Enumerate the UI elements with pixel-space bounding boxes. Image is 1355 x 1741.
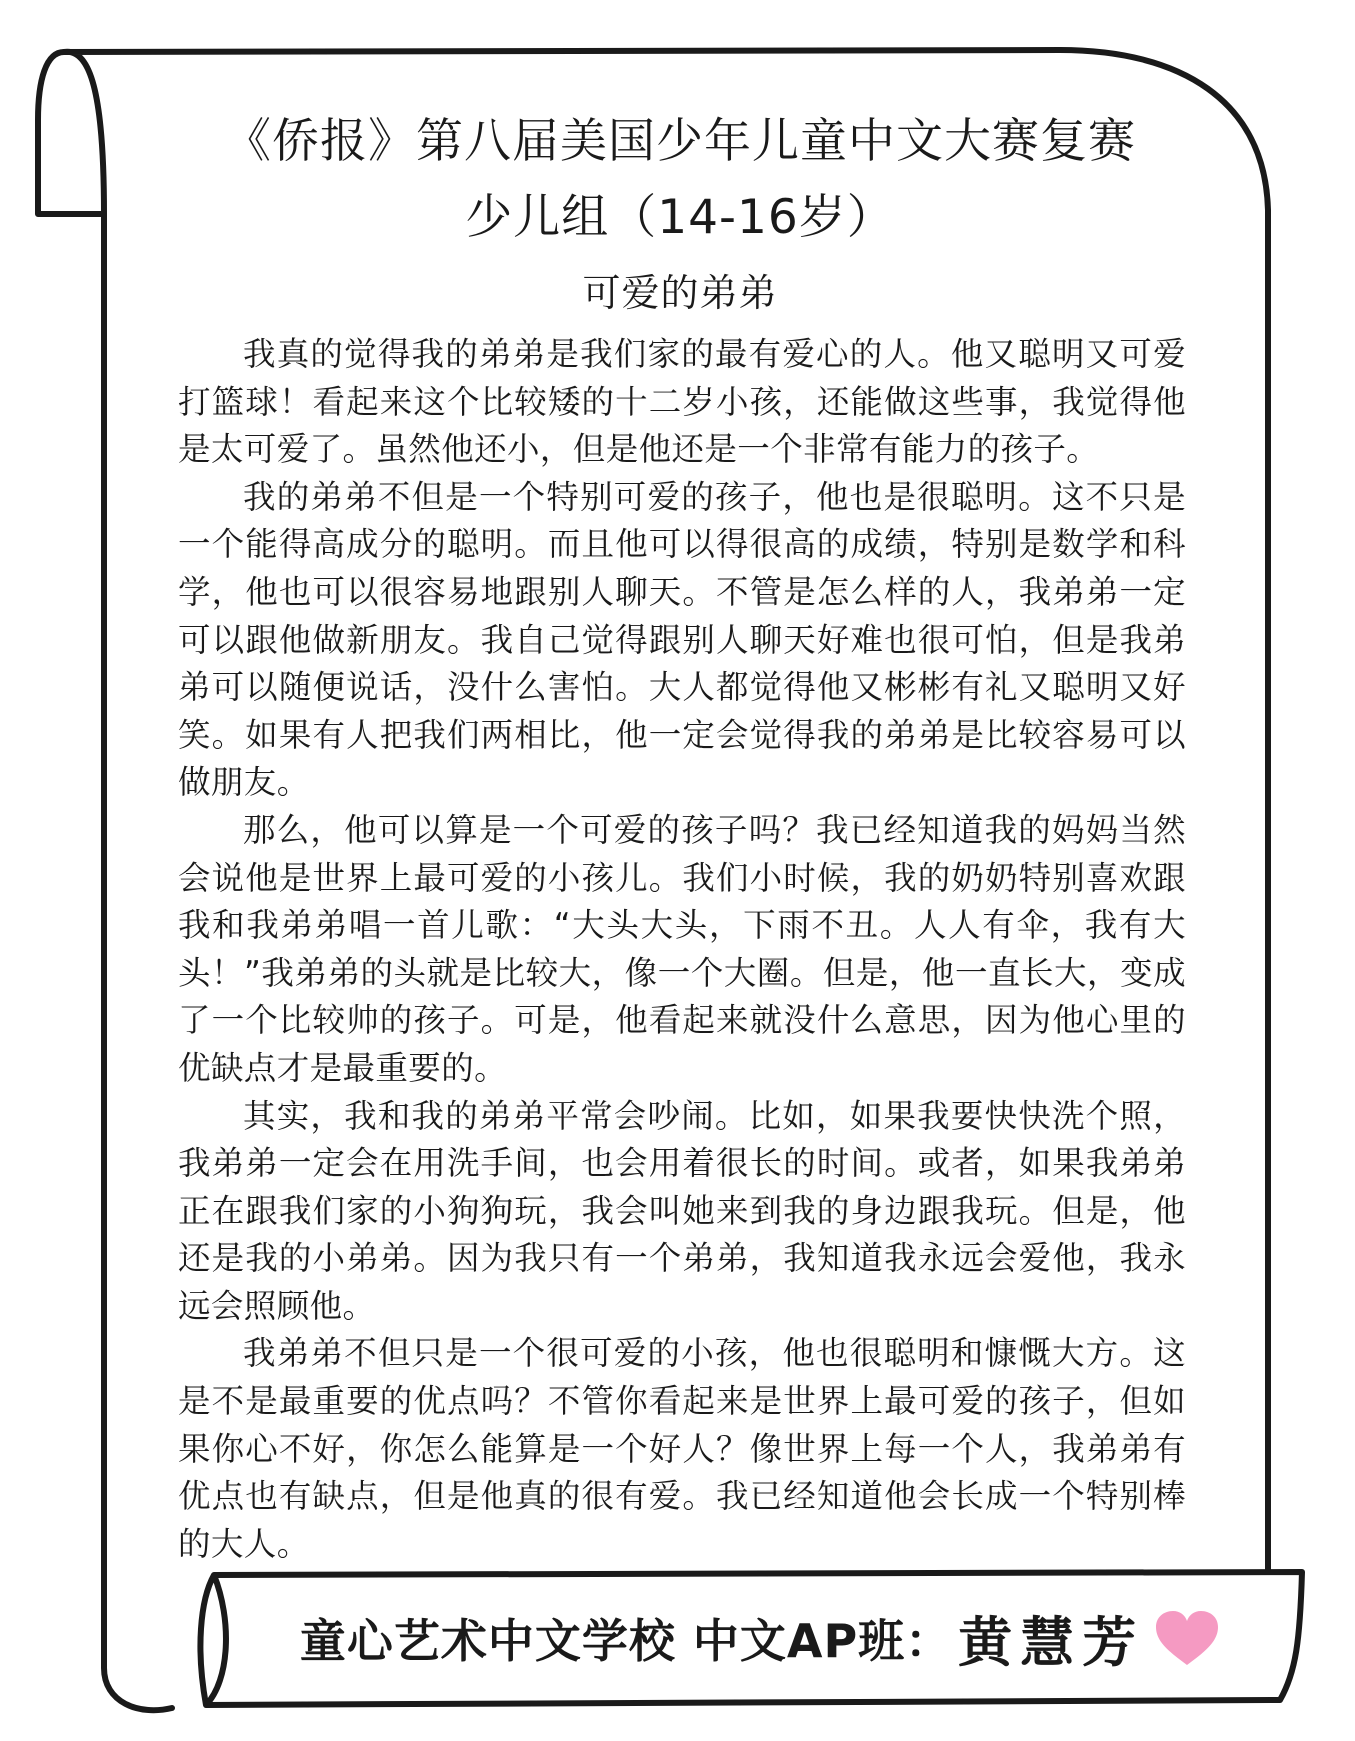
heart-icon: [1154, 1609, 1220, 1667]
essay-paragraph: 其实，我和我的弟弟平常会吵闹。比如，如果我要快快洗个照，我弟弟一定会在用洗手间，也会用着很长的时间。或者，如果我弟弟正在跟我们家的小狗狗玩，我会叫她来到我的身边跟我玩。但是，他还是我的小弟弟。因为我只有一个弟弟，我知道我永远会爱他，我永远会照顾他。: [178, 1096, 1186, 1325]
author-name: 黄慧芳: [958, 1609, 1145, 1674]
essay-paragraph: 那么，他可以算是一个可爱的孩子吗？我已经知道我的妈妈当然会说他是世界上最可爱的小孩儿。我们小时候，我的奶奶特别喜欢跟我和我弟弟唱一首儿歌：“大头大头，下雨不丑。人人有伞，我有大头！”我弟弟的头就是比较大，像一个大圈。但是，他一直长大，变成了一个比较帅的孩子。可是，他看起来就没什么意思，因为他心里的优缺点才是最重要的。: [178, 810, 1186, 1087]
essay-body: [178, 331, 1186, 1568]
essay-paragraph: 我真的觉得我的弟弟是我们家的最有爱心的人。他又聪明又可爱打篮球！看起来这个比较矮的十二岁小孩，还能做这些事，我觉得他是太可爱了。虽然他还小，但是他还是一个非常有能力的孩子。: [178, 335, 1186, 469]
school-name: 童心艺术中文学校 中文AP班：: [299, 1614, 953, 1668]
essay-title: 可爱的弟弟: [582, 271, 778, 315]
page-subtitle: 少儿组（14-16岁）: [465, 190, 895, 245]
footer: [240, 1602, 1280, 1674]
essay-paragraph: 我弟弟不但只是一个很可爱的小孩，他也很聪明和慷慨大方。这是不是最重要的优点吗？不管你看起来是世界上最可爱的孩子，但如果你心不好，你怎么能算是一个好人？像世界上每一个人，我弟弟有优点也有缺点，但是他真的很有爱。我已经知道他会长成一个特别棒的大人。: [178, 1334, 1186, 1563]
scroll-top-curl: [38, 52, 104, 214]
essay-paragraph: 我的弟弟不但是一个特别可爱的孩子，他也是很聪明。这不只是一个能得高成分的聪明。而且他可以得很高的成绩，特别是数学和科学，他也可以很容易地跟别人聊天。不管是怎么样的人，我弟弟一定可以跟他做新朋友。我自己觉得跟别人聊天好难也很可怕，但是我弟弟可以随便说话，没什么害怕。大人都觉得他又彬彬有礼又聪明又好笑。如果有人把我们两相比，他一定会觉得我的弟弟是比较容易可以做朋友。: [178, 477, 1186, 802]
page-title: 《侨报》第八届美国少年儿童中文大赛复赛: [224, 114, 1136, 169]
